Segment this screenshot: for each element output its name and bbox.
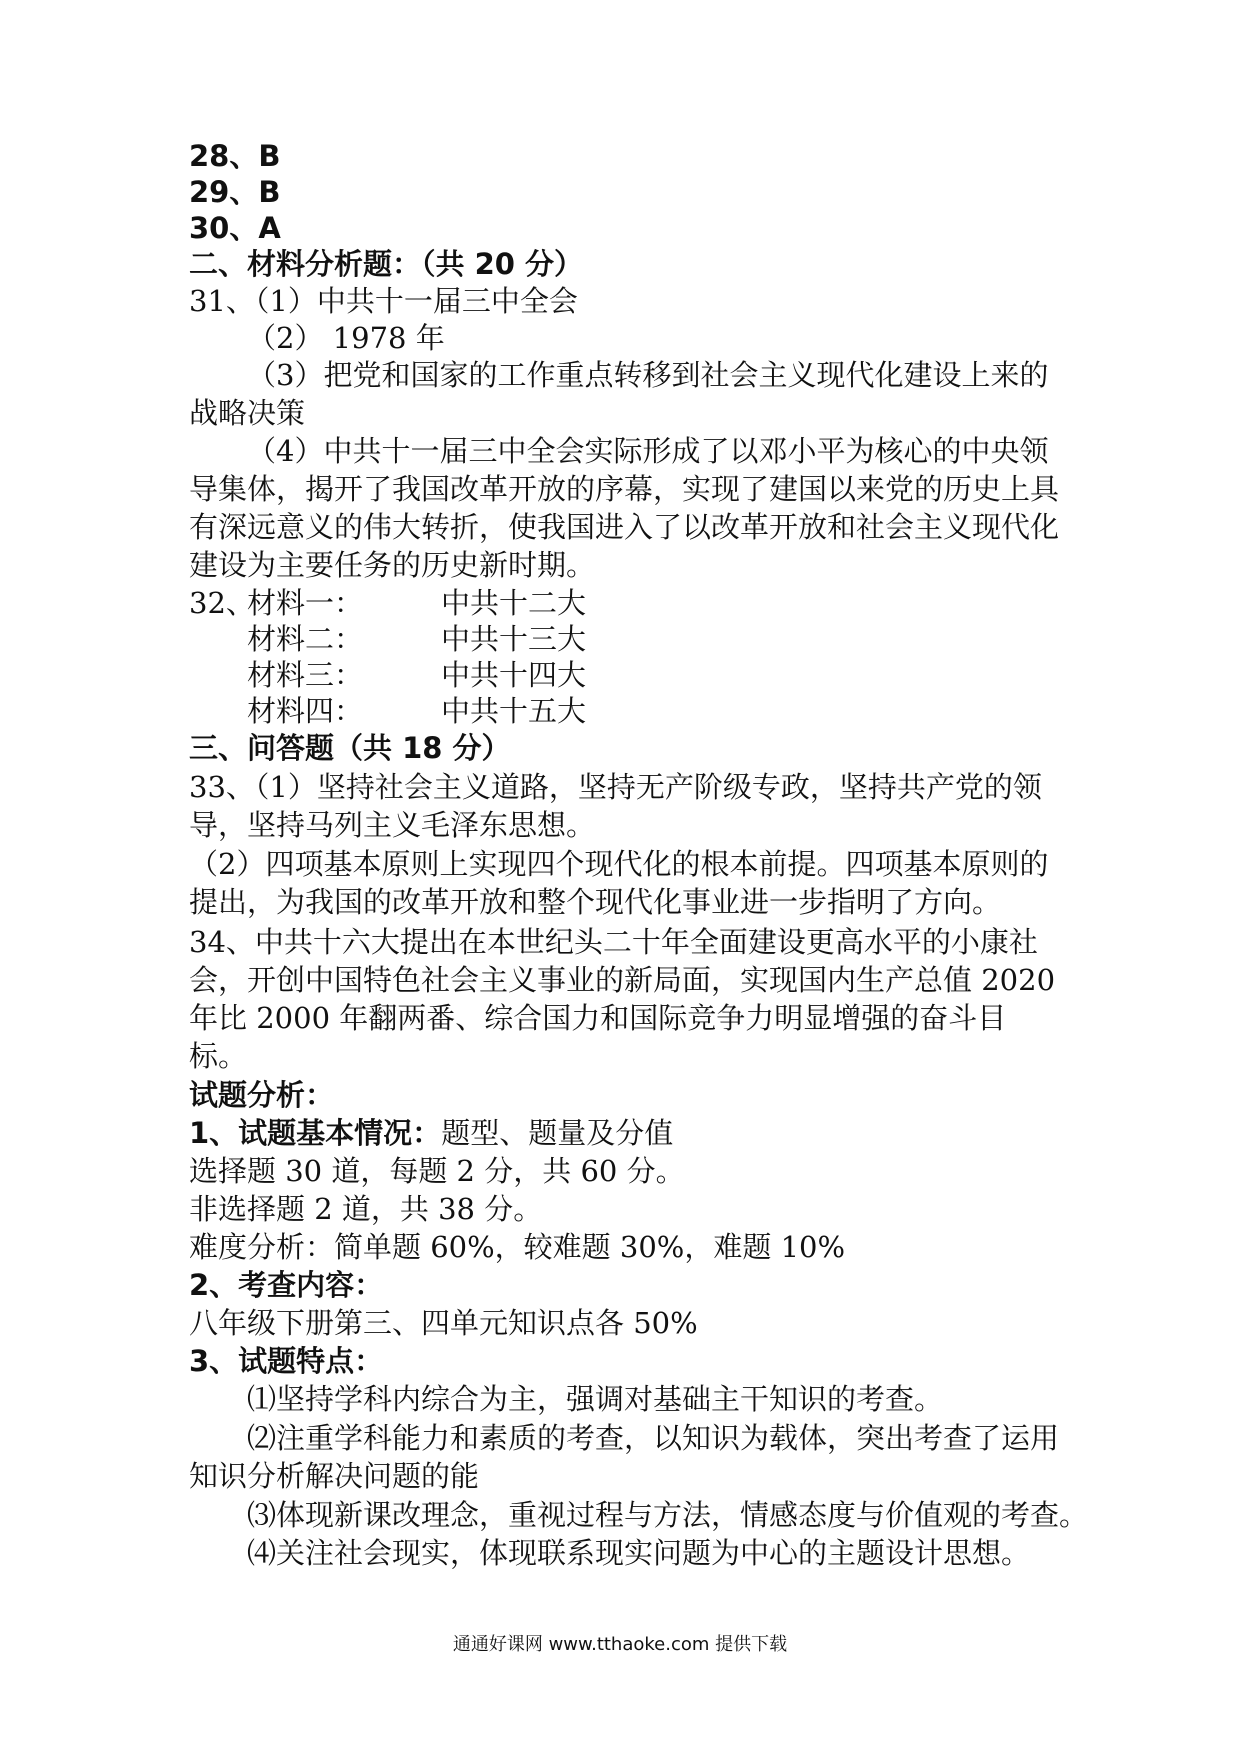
analysis-point: ⑶体现新课改理念，重视过程与方法，情感态度与价值观的考查。 [247,1498,1089,1532]
analysis-item2-line: 八年级下册第三、四单元知识点各 50% [189,1306,698,1340]
answer-29: 29、B [189,175,281,209]
q34-answer: 34、中共十六大提出在本世纪头二十年全面建设更高水平的小康社会，开创中国特色社会主义事业的新局面，实现国内生产总值 2020 年比 2000 年翻两番、综合国力和国际竞争力明显增强的奋斗目标。 [189,925,1056,1073]
q33-part2: （2）四项基本原则上实现四个现代化的根本前提。四项基本原则的提出，为我国的改革开放和整个现代化事业进一步指明了方向。 [189,847,1049,919]
q32-number: 32、 [189,586,255,620]
q32-row-label: 材料一： [247,586,364,620]
q32-row-label: 材料三： [247,658,364,692]
analysis-item1-line: 选择题 30 道，每题 2 分，共 60 分。 [189,1154,685,1188]
answer-30: 30、A [189,211,281,245]
footer-source: 通通好课网 www.tthaoke.com 提供下载 [452,1634,788,1655]
analysis-item1-line: 非选择题 2 道，共 38 分。 [189,1192,543,1226]
analysis-point: ⑵注重学科能力和素质的考查，以知识为载体，突出考查了运用知识分析解决问题的能 [189,1421,1060,1493]
analysis-item3-heading: 3、试题特点： [189,1344,384,1378]
answer-28: 28、B [189,139,281,173]
analysis-point: ⑴坚持学科内综合为主，强调对基础主干知识的考查。 [247,1382,944,1416]
analysis-heading: 试题分析： [189,1078,335,1112]
analysis-point: ⑷关注社会现实，体现联系现实问题为中心的主题设计思想。 [247,1536,1031,1570]
analysis-item1-line: 难度分析：简单题 60%，较难题 30%，难题 10% [189,1230,846,1264]
q33-part1: 33、（1）坚持社会主义道路，坚持无产阶级专政，坚持共产党的领导，坚持马列主义毛泽东思想。 [189,770,1042,842]
analysis-item2-heading: 2、考查内容： [189,1268,384,1302]
q32-row-value: 中共十二大 [441,586,587,620]
section2-heading: 二、材料分析题：（共 20 分） [189,247,584,281]
analysis-item1-heading: 1、试题基本情况： [189,1116,442,1150]
analysis-item1 [189,1115,673,1151]
q32-row-value: 中共十四大 [441,658,587,692]
q32-row-label: 材料四： [247,694,364,728]
section3-heading: 三、问答题（共 18 分） [189,731,511,765]
analysis-item1-sub: 题型、题量及分值 [441,1116,674,1150]
q31-part3: （3）把党和国家的工作重点转移到社会主义现代化建设上来的战略决策 [189,358,1049,430]
q31-part4: （4）中共十一届三中全会实际形成了以邓小平为核心的中央领导集体，揭开了我国改革开放的序幕，实现了建国以来党的历史上具有深远意义的伟大转折，使我国进入了以改革开放和社会主义现代化建设为主要任务的历史新时期。 [189,434,1060,582]
q32-row-value: 中共十五大 [441,694,587,728]
q32-row-label: 材料二： [247,622,364,656]
q31-part2: （2） 1978 年 [247,321,445,355]
q31-part1: 31、（1）中共十一届三中全会 [189,284,578,318]
q32-row-value: 中共十三大 [441,622,587,656]
